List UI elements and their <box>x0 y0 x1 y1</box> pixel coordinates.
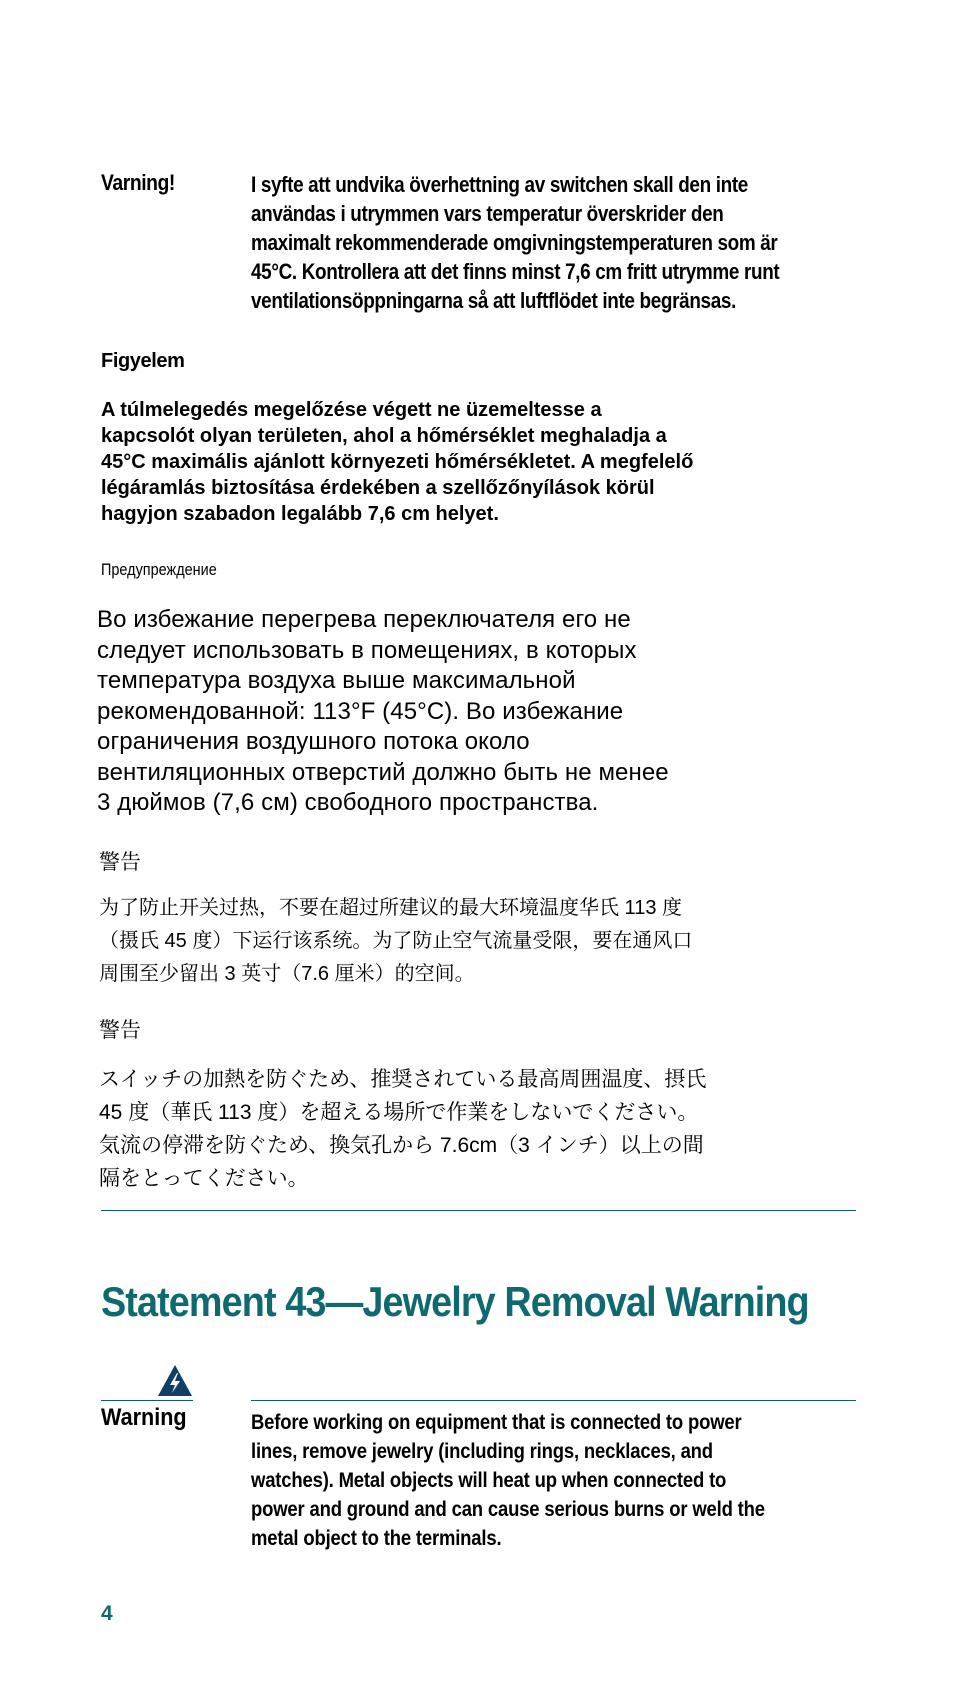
japanese-warning-text: スイッチの加熱を防ぐため、推奨されている最高周囲温度、摂氏 45 度（華氏 113 度）を超える場所で作業をしないでください。 気流の停滞を防ぐため、換気孔から 7.6cm（3 インチ）以上の間 隔をとってください。 <box>99 1068 707 1190</box>
japanese-warning-label: 警告 <box>99 1019 141 1042</box>
hungarian-warning-label: Figyelem <box>101 350 185 372</box>
warning-text: Before working on equipment that is connected to power lines, remove jewelry (including rings, necklaces, and watches). Metal objects will heat up when connected to power and ground and can cause serious burns or weld the metal object to the terminals. <box>251 1411 765 1550</box>
warning-label-rule <box>101 1400 193 1401</box>
hungarian-warning-text: A túlmelegedés megelőzése végett ne üzemeltesse a kapcsolót olyan területen, ahol a hőmérséklet meghaladja a 45°C maximális ajánlott környezeti hőmérsékletet. A megfelelő légáramlás biztosítása érdekében a szellőzőnyílások körül hagyjon szabadon legalább 7,6 cm helyet. <box>101 399 694 525</box>
warning-text-rule <box>251 1400 856 1401</box>
warning-lightning-icon <box>157 1364 193 1397</box>
russian-warning-text: Во избежание перегрева переключателя его не следует использовать в помещениях, в которых температура воздуха выше максимальной рекомендованной: 113°F (45°C). Во избежание ограничения воздушного потока около вентиляционных отверстий должно быть не менее 3 дюймов (7,6 см) свободного пространства. <box>97 606 669 816</box>
chinese-warning-label: 警告 <box>99 851 141 874</box>
warning-label: Warning <box>101 1404 187 1431</box>
russian-warning-label: Предупреждение <box>101 560 217 579</box>
swedish-warning-text: I syfte att undvika överhettning av switchen skall den inte användas i utrymmen vars temperatur överskrider den maximalt rekommenderade omgivningstemperaturen som är 45°C. Kontrollera att det finns minst 7,6 cm fritt utrymme runt ventilationsöppningarna så att luftflödet inte begränsas. <box>251 172 780 313</box>
statement-title: Statement 43—Jewelry Removal Warning <box>101 1278 809 1325</box>
chinese-warning-text: 为了防止开关过热，不要在超过所建议的最大环境温度华氏 113 度 （摄氏 45 度）下运行该系统。为了防止空气流量受限，要在通风口 周围至少留出 3 英寸（7.6 厘米）的空间。 <box>99 897 693 985</box>
page-number: 4 <box>101 1602 113 1625</box>
section-divider <box>101 1210 856 1211</box>
swedish-warning-label: Varning! <box>101 170 175 195</box>
